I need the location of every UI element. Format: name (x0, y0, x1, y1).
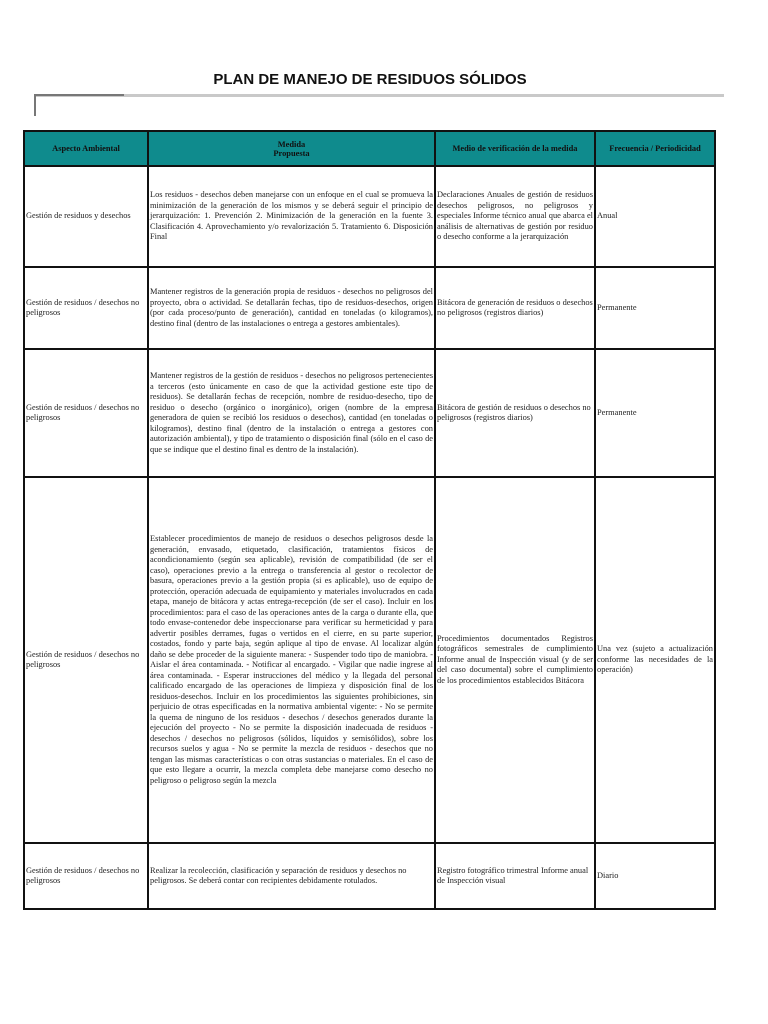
row-frequency: Diario (595, 843, 715, 909)
table-row (24, 349, 715, 477)
row-verification: Procedimientos documentados Registros fotográficos semestrales de cumplimiento Informe anual de Inspección visual (y de ser del caso documental) sobre el cumplimiento de los procedimientos establecidos Bitácora (435, 477, 595, 843)
table-row (24, 166, 715, 267)
header-rule-line (34, 94, 724, 97)
table-row (24, 267, 715, 349)
row-verification: Bitácora de generación de residuos o desechos no peligrosos (registros diarios) (435, 267, 595, 349)
row-aspect: Gestión de residuos / desechos no peligrosos (24, 843, 148, 909)
row-verification: Declaraciones Anuales de gestión de residuos desechos peligrosos, no peligrosos y especiales Informe técnico anual que abarca el análisis de alternativas de gestión por residuo o desecho conforme a la jerarquización (435, 166, 595, 267)
row-frequency: Una vez (sujeto a actualización conforme las necesidades de la operación) (595, 477, 715, 843)
table-header-row (24, 131, 715, 166)
row-measure: Mantener registros de la gestión de residuos - desechos no peligrosos pertenecientes a terceros (esto únicamente en caso de que la actividad gestione este tipo de residuos). Se detallarán fechas de recepción, nombre de residuo-desecho, tipo de residuo o desecho (orgánico o inorgánico), origen (nombre de la empresa generadora de quien se recibió los residuos o desechos), cantidad (en toneladas o kilogramos), destino final (dentro de la instalación o entrega a gestores con autorización ambiental), y tipo de tratamiento o disposición final (sólo en el caso de que se indique que el destino final es dentro de la instalación). (148, 349, 435, 477)
table-row (24, 843, 715, 909)
row-measure: Los residuos - desechos deben manejarse con un enfoque en el cual se promueva la minimización de la generación de los mismos y se deberá seguir el principio de jerarquización: 1. Prevención 2. Minimización de la generación en la fuente 3. Clasificación 4. Aprovechamiento y/o revalorización 5. Tratamiento 6. Disposición Final (148, 166, 435, 267)
header-frequency: Frecuencia / Periodicidad (595, 131, 715, 166)
waste-plan-table (23, 130, 716, 910)
row-frequency: Permanente (595, 267, 715, 349)
row-frequency: Permanente (595, 349, 715, 477)
header-rule-accent (34, 94, 124, 96)
row-frequency: Anual (595, 166, 715, 267)
row-verification: Registro fotográfico trimestral Informe anual de Inspección visual (435, 843, 595, 909)
row-measure: Mantener registros de la generación propia de residuos - desechos no peligrosos del proyecto, obra o actividad. Se detallarán fechas, tipo de residuos-desechos, origen (por cada proceso/punto de generación), cantidad en toneladas (o kilogramos), destino final (dentro de las instalaciones o entrega a gestores ambientales). (148, 267, 435, 349)
row-measure: Realizar la recolección, clasificación y separación de residuos y desechos no peligrosos. Se deberá contar con recipientes debidamente rotulados. (148, 843, 435, 909)
header-verification: Medio de verificación de la medida (435, 131, 595, 166)
row-measure: Establecer procedimientos de manejo de residuos o desechos peligrosos desde la generación, envasado, etiquetado, clasificación, tratamientos físicos de acondicionamiento (según sea aplicable), revisión de compatibilidad (de ser el caso), operaciones previo a la entrega o transferencia al gestor o recolector de basura, operaciones previo a la gestión propia (si es aplicable), uso de equipo de protección, operación adecuada de equipamiento y materiales involucrados en cada etapa, manejo de bitácora y actas entrega-recepción (de ser el caso). Incluir en los procedimientos: para el caso de las operaciones antes de la carga o durante ella, que todo envase-contenedor debe inspeccionarse para verificar su hermeticidad y para advertir posibles derrames, fugas o vertidos en el cierre, en su parte superior, costados, fondo y parte baja, según aplique al tipo de envase. Al localizar algún daño se debe proceder de la siguiente manera: - Suspender todo tipo de maniobra. - Aislar el área contaminada. - Notificar al encargado. - Vigilar que nadie ingrese al área contaminada. - Esperar instrucciones del médico y la llegada del personal calificado encargado de las operaciones de limpieza y disposición final de los residuos-desechos. Incluir en los procedimientos las siguientes prohibiciones, sin perjuicio de otras especificadas en la normativa ambiental vigente: - No se permite la quema de ninguno de los residuos - desechos / desechos generados durante la ejecución del proyecto - No se permite la disposición inadecuada de residuos - desechos / desechos no peligrosos (sólidos, líquidos y semisólidos), sobre los recursos suelos y agua - No se permite la mezcla de residuos - desechos que no tengan las mismas características o con otras sustancias o materiales. En el caso de que esto llegare a ocurrir, la mezcla completa debe manejarse como desecho no peligroso o peligroso según la mezcla (148, 477, 435, 843)
row-aspect: Gestión de residuos / desechos no peligrosos (24, 349, 148, 477)
row-aspect: Gestión de residuos / desechos no peligrosos (24, 477, 148, 843)
row-aspect: Gestión de residuos y desechos (24, 166, 148, 267)
header-rule (34, 94, 724, 116)
header-aspect: Aspecto Ambiental (24, 131, 148, 166)
header-measure-line1: Medida (277, 139, 306, 149)
page-title: PLAN DE MANEJO DE RESIDUOS SÓLIDOS (213, 71, 527, 88)
row-aspect: Gestión de residuos / desechos no peligrosos (24, 267, 148, 349)
header-measure (148, 131, 435, 166)
table-row (24, 477, 715, 843)
header-rule-corner (34, 94, 36, 116)
row-verification: Bitácora de gestión de residuos o desechos no peligrosos (registros diarios) (435, 349, 595, 477)
header-measure-line2: Propuesta (273, 148, 310, 158)
